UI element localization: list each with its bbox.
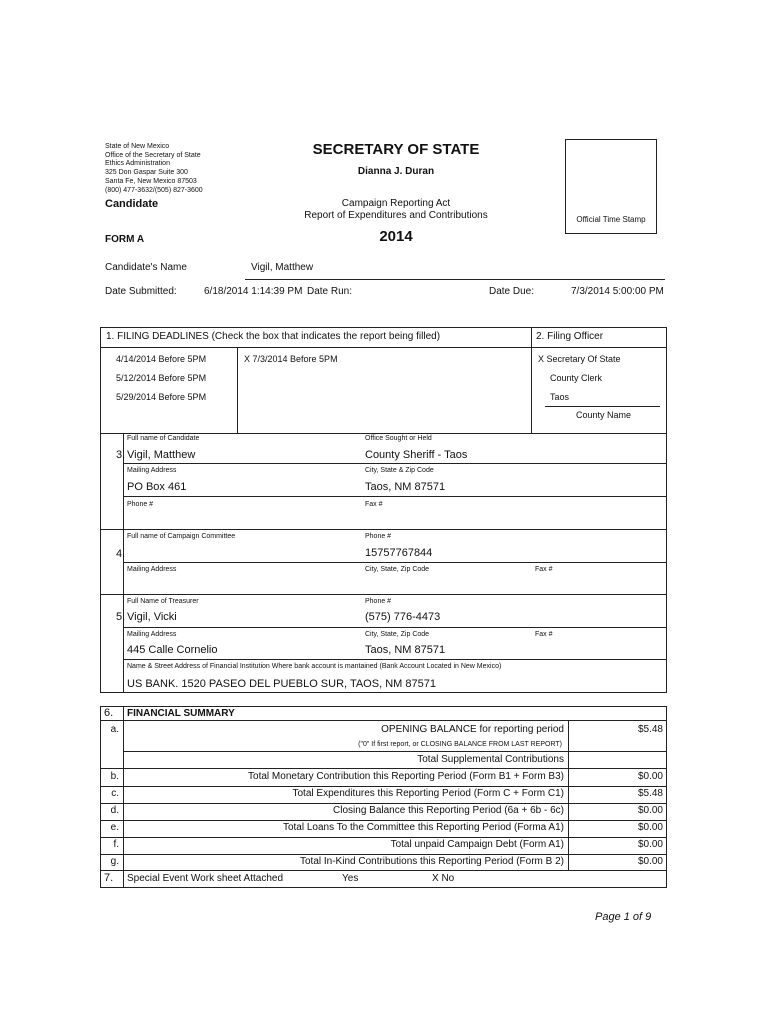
summary-letter: f. <box>113 839 119 850</box>
section-5-number: 5. <box>116 611 126 623</box>
date-due-label: Date Due: <box>489 286 535 297</box>
divider-line <box>100 768 666 769</box>
county-name-underline <box>545 406 660 407</box>
opening-balance-value[interactable]: $5.48 <box>637 724 663 735</box>
candidate-heading: Candidate <box>105 198 159 210</box>
treasurer-city-label: City, State, Zip Code <box>365 631 430 638</box>
treasurer-phone-label: Phone # <box>365 598 392 605</box>
summary-value[interactable]: $0.00 <box>637 856 663 867</box>
officer-secretary-of-state[interactable]: X Secretary Of State <box>538 354 621 364</box>
letter-column-divider <box>123 706 124 887</box>
address-line: (800) 477-3632/(505) 827-3600 <box>105 186 203 194</box>
candidate-mailing-label: Mailing Address <box>127 467 177 474</box>
summary-label: Total Monetary Contribution this Reporting Period (Form B1 + Form B3) <box>248 771 564 782</box>
summary-value[interactable]: $0.00 <box>637 771 663 782</box>
summary-letter: e. <box>110 822 119 833</box>
report-title: Report of Expenditures and Contributions <box>304 210 488 221</box>
summary-value[interactable]: $0.00 <box>637 805 663 816</box>
divider-line <box>100 820 666 821</box>
committee-mailing-label: Mailing Address <box>127 566 177 573</box>
filing-officer-title: 2. Filing Officer <box>536 331 604 342</box>
treasurer-name-value[interactable]: Vigil, Vicki <box>127 611 177 623</box>
officer-county-value: Taos <box>550 392 570 402</box>
opening-balance-note: ("0" If first report, or CLOSING BALANCE FROM LAST REPORT) <box>358 741 562 748</box>
candidate-name-underline <box>245 279 665 280</box>
divider-line <box>100 870 666 871</box>
candidate-fax-label: Fax # <box>365 501 383 508</box>
office-title: SECRETARY OF STATE <box>312 141 480 158</box>
divider-line <box>100 786 666 787</box>
supplemental-contributions-label: Total Supplemental Contributions <box>417 754 564 765</box>
treasurer-phone-value[interactable]: (575) 776-4473 <box>365 611 441 623</box>
section-7-number: 7. <box>104 872 114 884</box>
value-column-divider <box>568 720 569 870</box>
committee-fax-label: Fax # <box>535 566 553 573</box>
treasurer-city-value[interactable]: Taos, NM 87571 <box>365 644 446 656</box>
act-title: Campaign Reporting Act <box>341 198 451 209</box>
divider-line <box>100 854 666 855</box>
page-number: Page 1 of 9 <box>595 911 652 923</box>
summary-header-divider <box>100 720 666 721</box>
divider-line <box>123 496 666 497</box>
special-event-label: Special Event Work sheet Attached <box>127 873 284 884</box>
date-run-label: Date Run: <box>307 286 353 297</box>
committee-phone-label: Phone # <box>365 533 392 540</box>
section-divider <box>100 594 666 595</box>
treasurer-mailing-value[interactable]: 445 Calle Cornelio <box>127 644 218 656</box>
candidate-name-value: Vigil, Matthew <box>251 262 314 273</box>
candidate-city-label: City, State & Zip Code <box>365 467 434 474</box>
stamp-label: Official Time Stamp <box>576 215 646 224</box>
special-event-no[interactable]: X No <box>432 873 455 884</box>
divider-line <box>123 751 666 752</box>
section-6-number: 6. <box>104 707 114 719</box>
form-label: FORM A <box>105 234 145 245</box>
candidate-mailing-value[interactable]: PO Box 461 <box>127 481 187 493</box>
divider-line <box>123 659 666 660</box>
filing-deadlines-title: 1. FILING DEADLINES (Check the box that indicates the report being filled) <box>106 331 441 342</box>
candidate-phone-label: Phone # <box>127 501 154 508</box>
committee-phone-value[interactable]: 15757767844 <box>365 547 433 559</box>
deadline-column-divider <box>237 347 238 434</box>
summary-value[interactable]: $0.00 <box>637 822 663 833</box>
address-line: 325 Don Gaspar Suite 300 <box>105 169 188 177</box>
section-4-number: 4. <box>116 548 126 560</box>
official-time-stamp-box <box>565 139 657 234</box>
address-line: Santa Fe, New Mexico 87503 <box>105 177 197 185</box>
summary-label: Closing Balance this Reporting Period (6a + 6b - 6c) <box>333 805 564 816</box>
address-line: Ethics Administration <box>105 160 170 168</box>
date-submitted-label: Date Submitted: <box>105 286 177 297</box>
candidate-city-value[interactable]: Taos, NM 87571 <box>365 481 446 493</box>
committee-city-label: City, State, Zip Code <box>365 566 430 573</box>
summary-label: Total In-Kind Contributions this Reporting Period (Form B 2) <box>299 856 564 867</box>
filing-header-divider <box>100 347 667 348</box>
officer-county-clerk[interactable]: County Clerk <box>550 373 603 383</box>
filing-divider <box>531 327 532 434</box>
bank-value[interactable]: US BANK. 1520 PASEO DEL PUEBLO SUR, TAOS, NM 87571 <box>127 678 436 690</box>
summary-letter: a. <box>110 724 119 735</box>
divider-line <box>100 837 666 838</box>
summary-letter: c. <box>111 788 119 799</box>
address-line: Office of the Secretary of State <box>105 151 201 159</box>
summary-letter: g. <box>110 856 119 867</box>
section-3-number: 3. <box>116 449 126 461</box>
summary-value[interactable]: $0.00 <box>637 839 663 850</box>
committee-name-label: Full name of Campaign Committee <box>127 533 236 540</box>
candidate-name-label: Candidate's Name <box>105 262 187 273</box>
agency-address-block <box>105 143 203 195</box>
number-column-divider <box>123 433 124 693</box>
summary-letter: d. <box>110 805 119 816</box>
candidate-full-name[interactable]: Vigil, Matthew <box>127 449 196 461</box>
divider-line <box>123 463 666 464</box>
treasurer-mailing-label: Mailing Address <box>127 631 177 638</box>
divider-line <box>100 803 666 804</box>
summary-value[interactable]: $5.48 <box>637 788 663 799</box>
county-name-label: County Name <box>576 410 632 420</box>
date-due-value: 7/3/2014 5:00:00 PM <box>571 286 664 297</box>
financial-summary-title: FINANCIAL SUMMARY <box>127 708 235 719</box>
summary-label: Total Expenditures this Reporting Period (Form C + Form C1) <box>292 788 564 799</box>
section-divider <box>100 529 666 530</box>
treasurer-fax-label: Fax # <box>535 631 553 638</box>
bank-label: Name & Street Address of Financial Institution Where bank account is mantained (Bank Account Located in New Mexico) <box>127 663 502 670</box>
secretary-name: Dianna J. Duran <box>357 166 435 177</box>
deadline-option[interactable]: 4/14/2014 Before 5PM <box>116 354 207 364</box>
deadline-option[interactable]: 5/12/2014 Before 5PM <box>116 373 207 383</box>
divider-line <box>123 627 666 628</box>
report-year: 2014 <box>379 228 413 245</box>
candidate-full-name-label: Full name of Candidate <box>127 435 200 442</box>
special-event-yes[interactable]: Yes <box>342 873 359 884</box>
office-sought-label: Office Sought or Held <box>365 435 432 442</box>
treasurer-name-label: Full Name of Treasurer <box>127 598 199 605</box>
office-sought-value[interactable]: County Sheriff - Taos <box>365 449 468 461</box>
summary-label: Total Loans To the Committee this Reporting Period (Forma A1) <box>282 822 564 833</box>
deadline-option-checked[interactable]: X 7/3/2014 Before 5PM <box>244 354 338 364</box>
divider-line <box>123 562 666 563</box>
date-submitted-value: 6/18/2014 1:14:39 PM <box>204 286 303 297</box>
summary-letter: b. <box>110 771 119 782</box>
opening-balance-label: OPENING BALANCE for reporting period <box>381 724 564 735</box>
address-line: State of New Mexico <box>105 143 170 150</box>
summary-label: Total unpaid Campaign Debt (Form A1) <box>390 839 564 850</box>
deadline-option[interactable]: 5/29/2014 Before 5PM <box>116 392 207 402</box>
